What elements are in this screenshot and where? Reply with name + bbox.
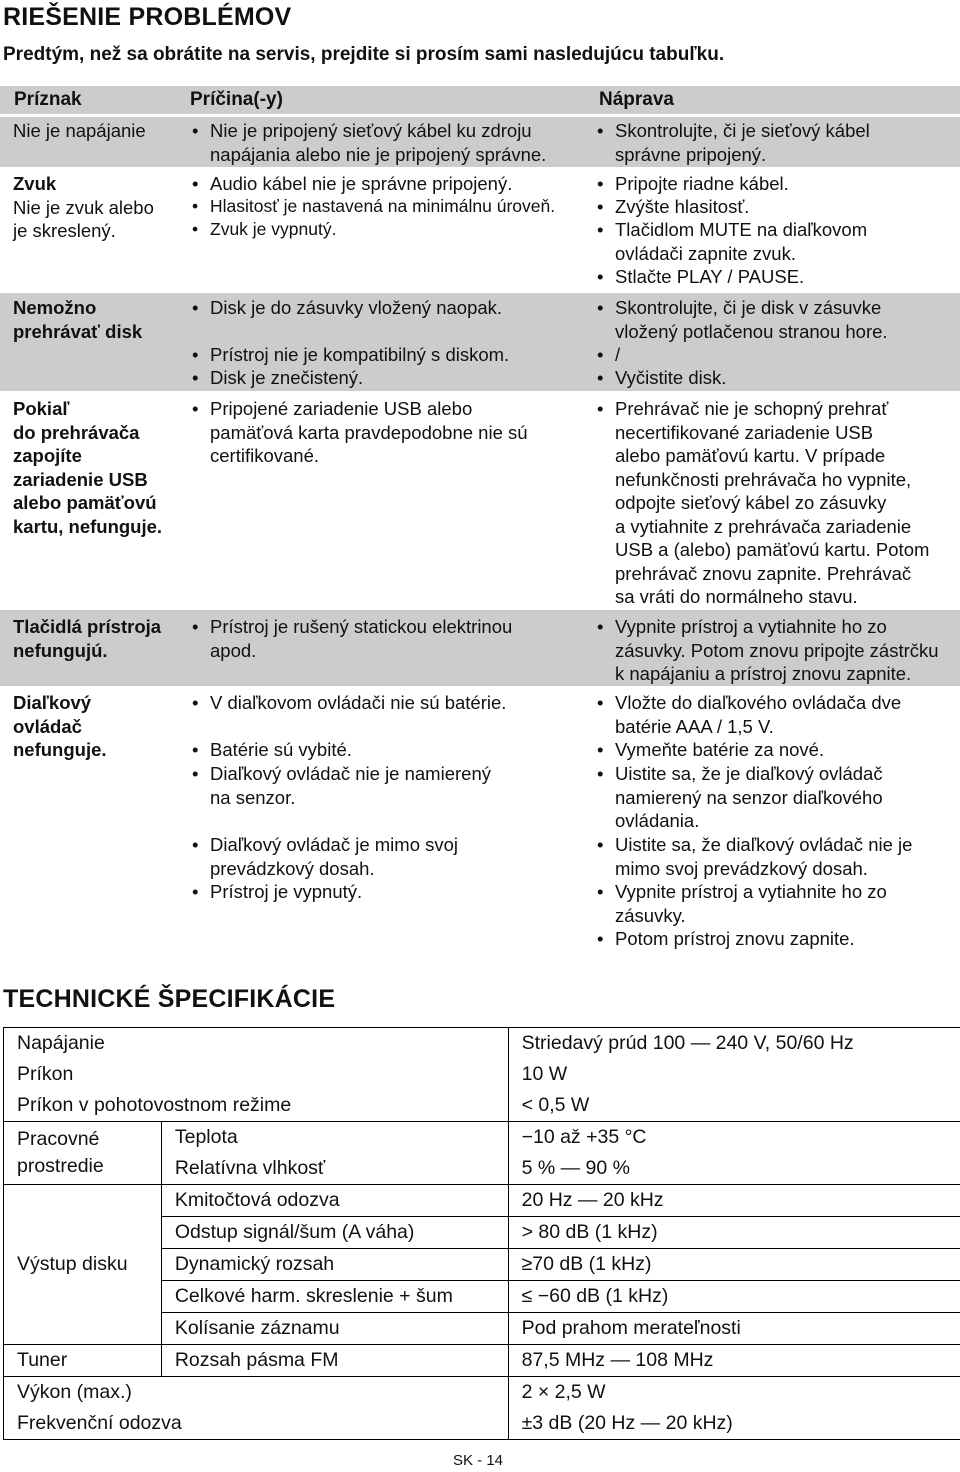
symptom-disc: Nemožno prehrávať disk	[13, 297, 143, 342]
spec-label: Dynamický rozsah	[161, 1249, 508, 1281]
remedy-item: • Vymeňte batérie za nové.	[615, 738, 824, 762]
intro-text: Predtým, než sa obrátite na servis, prejdite si prosím sami nasledujúcu tabuľku.	[3, 44, 725, 65]
spec-value: 87,5 MHz — 108 MHz	[508, 1345, 960, 1377]
cause-item: • Prístroj je rušený statickou elektrinou apod.	[210, 615, 512, 662]
remedy-item: • Stlačte PLAY / PAUSE.	[615, 265, 804, 289]
remedy-item: • Vložte do diaľkového ovládača dve batérie AAA / 1,5 V.	[615, 691, 901, 738]
remedy-item: • Skontrolujte, či je sieťový kábel správne pripojený.	[615, 119, 870, 166]
spec-label: Kolísanie záznamu	[161, 1313, 508, 1345]
cause-item: • Disk je do zásuvky vložený naopak.	[210, 296, 502, 320]
spec-value: Pod prahom merateľnosti	[508, 1313, 960, 1345]
spec-value: Striedavý prúd 100 — 240 V, 50/60 Hz	[508, 1028, 960, 1060]
spec-label: Príkon v pohotovostnom režime	[4, 1090, 509, 1122]
spec-label: Frekvenční odozva	[4, 1408, 509, 1440]
remedy-item: • Pripojte riadne kábel.	[615, 172, 789, 196]
spec-value: < 0,5 W	[508, 1090, 960, 1122]
symptom-sound: Zvuk Nie je zvuk alebo je skreslený.	[13, 173, 154, 241]
header-symptom: Príznak	[14, 89, 82, 110]
remedy-item: • /	[615, 343, 620, 367]
symptom-buttons: Tlačidlá prístroja nefungujú.	[13, 616, 162, 661]
remedy-item: • Uistite sa, že diaľkový ovládač nie je mimo svoj prevádzkový dosah.	[615, 833, 912, 880]
spec-value: 10 W	[508, 1059, 960, 1090]
remedy-item: • Zvýšte hlasitosť.	[615, 195, 749, 219]
cause-item: • Zvuk je vypnutý.	[210, 218, 336, 242]
spec-value: 2 × 2,5 W	[508, 1377, 960, 1409]
spec-table	[3, 1027, 960, 1440]
remedy-item: • Vyčistite disk.	[615, 366, 726, 390]
remedy-item: • Vypnite prístroj a vytiahnite ho zo zásuvky.	[615, 880, 887, 927]
cause-item: • Disk je znečistený.	[210, 366, 363, 390]
header-cause: Príčina(-y)	[190, 89, 283, 110]
symptom-remote: Diaľkový ovládač nefunguje.	[13, 692, 107, 760]
spec-label: Celkové harm. skreslenie + šum	[161, 1281, 508, 1313]
cause-item: • V diaľkovom ovládači nie sú batérie.	[210, 691, 506, 715]
remedy-item: • Skontrolujte, či je disk v zásuvke vložený potlačenou stranou hore.	[615, 296, 888, 343]
cause-item: • Diaľkový ovládač nie je namierený na senzor.	[210, 762, 491, 809]
spec-value: ≥70 dB (1 kHz)	[508, 1249, 960, 1281]
cause-item: • Pripojené zariadenie USB alebo pamäťová karta pravdepodobne nie sú certifikované.	[210, 397, 528, 468]
symptom-usb: Pokiaľ do prehrávača zapojíte zariadenie USB alebo pamäťovú kartu, nefunguje.	[13, 398, 163, 537]
spec-value: > 80 dB (1 kHz)	[508, 1217, 960, 1249]
spec-value: 20 Hz — 20 kHz	[508, 1185, 960, 1217]
spec-label: Teplota	[161, 1122, 508, 1154]
symptom-power: Nie je napájanie	[13, 120, 146, 141]
spec-label: Rozsah pásma FM	[161, 1345, 508, 1377]
cause-item: • Hlasitosť je nastavená na minimálnu úroveň.	[210, 195, 555, 219]
page-number: SK - 14	[453, 1452, 504, 1469]
spec-value: ±3 dB (20 Hz — 20 kHz)	[508, 1408, 960, 1440]
page-title: RIEŠENIE PROBLÉMOV	[3, 3, 292, 31]
table-header-row	[0, 86, 960, 114]
cause-item: • Batérie sú vybité.	[210, 738, 352, 762]
spec-label: Príkon	[4, 1059, 509, 1090]
remedy-item: • Prehrávač nie je schopný prehrať necertifikované zariadenie USB alebo pamäťovú kartu. V prípade nefunkčnosti prehrávača ho vypnite, odpojte sieťový kábel zo zásuvky a vytiahnite z prehrávača zariadenie USB a (alebo) pamäťovú kartu. Potom prehrávač znovu zapnite. Prehrávač sa vráti do normálneho stavu.	[615, 397, 929, 609]
spec-group-label: Tuner	[4, 1345, 162, 1377]
remedy-item: • Uistite sa, že je diaľkový ovládač namierený na senzor diaľkového ovládania.	[615, 762, 883, 833]
cause-item: • Nie je pripojený sieťový kábel ku zdroju napájania alebo nie je pripojený správne.	[210, 119, 546, 166]
cause-item: • Audio kábel nie je správne pripojený.	[210, 172, 512, 196]
spec-label: Napájanie	[4, 1028, 509, 1060]
spec-label: Odstup signál/šum (A váha)	[161, 1217, 508, 1249]
spec-title: TECHNICKÉ ŠPECIFIKÁCIE	[3, 985, 336, 1013]
remedy-item: • Tlačidlom MUTE na diaľkovom ovládači zapnite zvuk.	[615, 218, 867, 265]
spec-group-label: Výstup disku	[4, 1185, 162, 1345]
cause-item: • Prístroj je vypnutý.	[210, 880, 362, 904]
spec-label: Výkon (max.)	[4, 1377, 509, 1409]
remedy-item: • Vypnite prístroj a vytiahnite ho zo zásuvky. Potom znovu pripojte zástrčku k napájaniu a prístroj znovu zapnite.	[615, 615, 939, 686]
cause-item: • Diaľkový ovládač je mimo svoj prevádzkový dosah.	[210, 833, 458, 880]
spec-group-label: Pracovné prostredie	[4, 1122, 162, 1185]
spec-value: −10 až +35 °C	[508, 1122, 960, 1154]
spec-label: Relatívna vlhkosť	[161, 1153, 508, 1185]
spec-value: 5 % — 90 %	[508, 1153, 960, 1185]
header-remedy: Náprava	[599, 89, 674, 110]
spec-value: ≤ −60 dB (1 kHz)	[508, 1281, 960, 1313]
remedy-item: • Potom prístroj znovu zapnite.	[615, 927, 855, 951]
spec-label: Kmitočtová odozva	[161, 1185, 508, 1217]
cause-item: • Prístroj nie je kompatibilný s diskom.	[210, 343, 509, 367]
